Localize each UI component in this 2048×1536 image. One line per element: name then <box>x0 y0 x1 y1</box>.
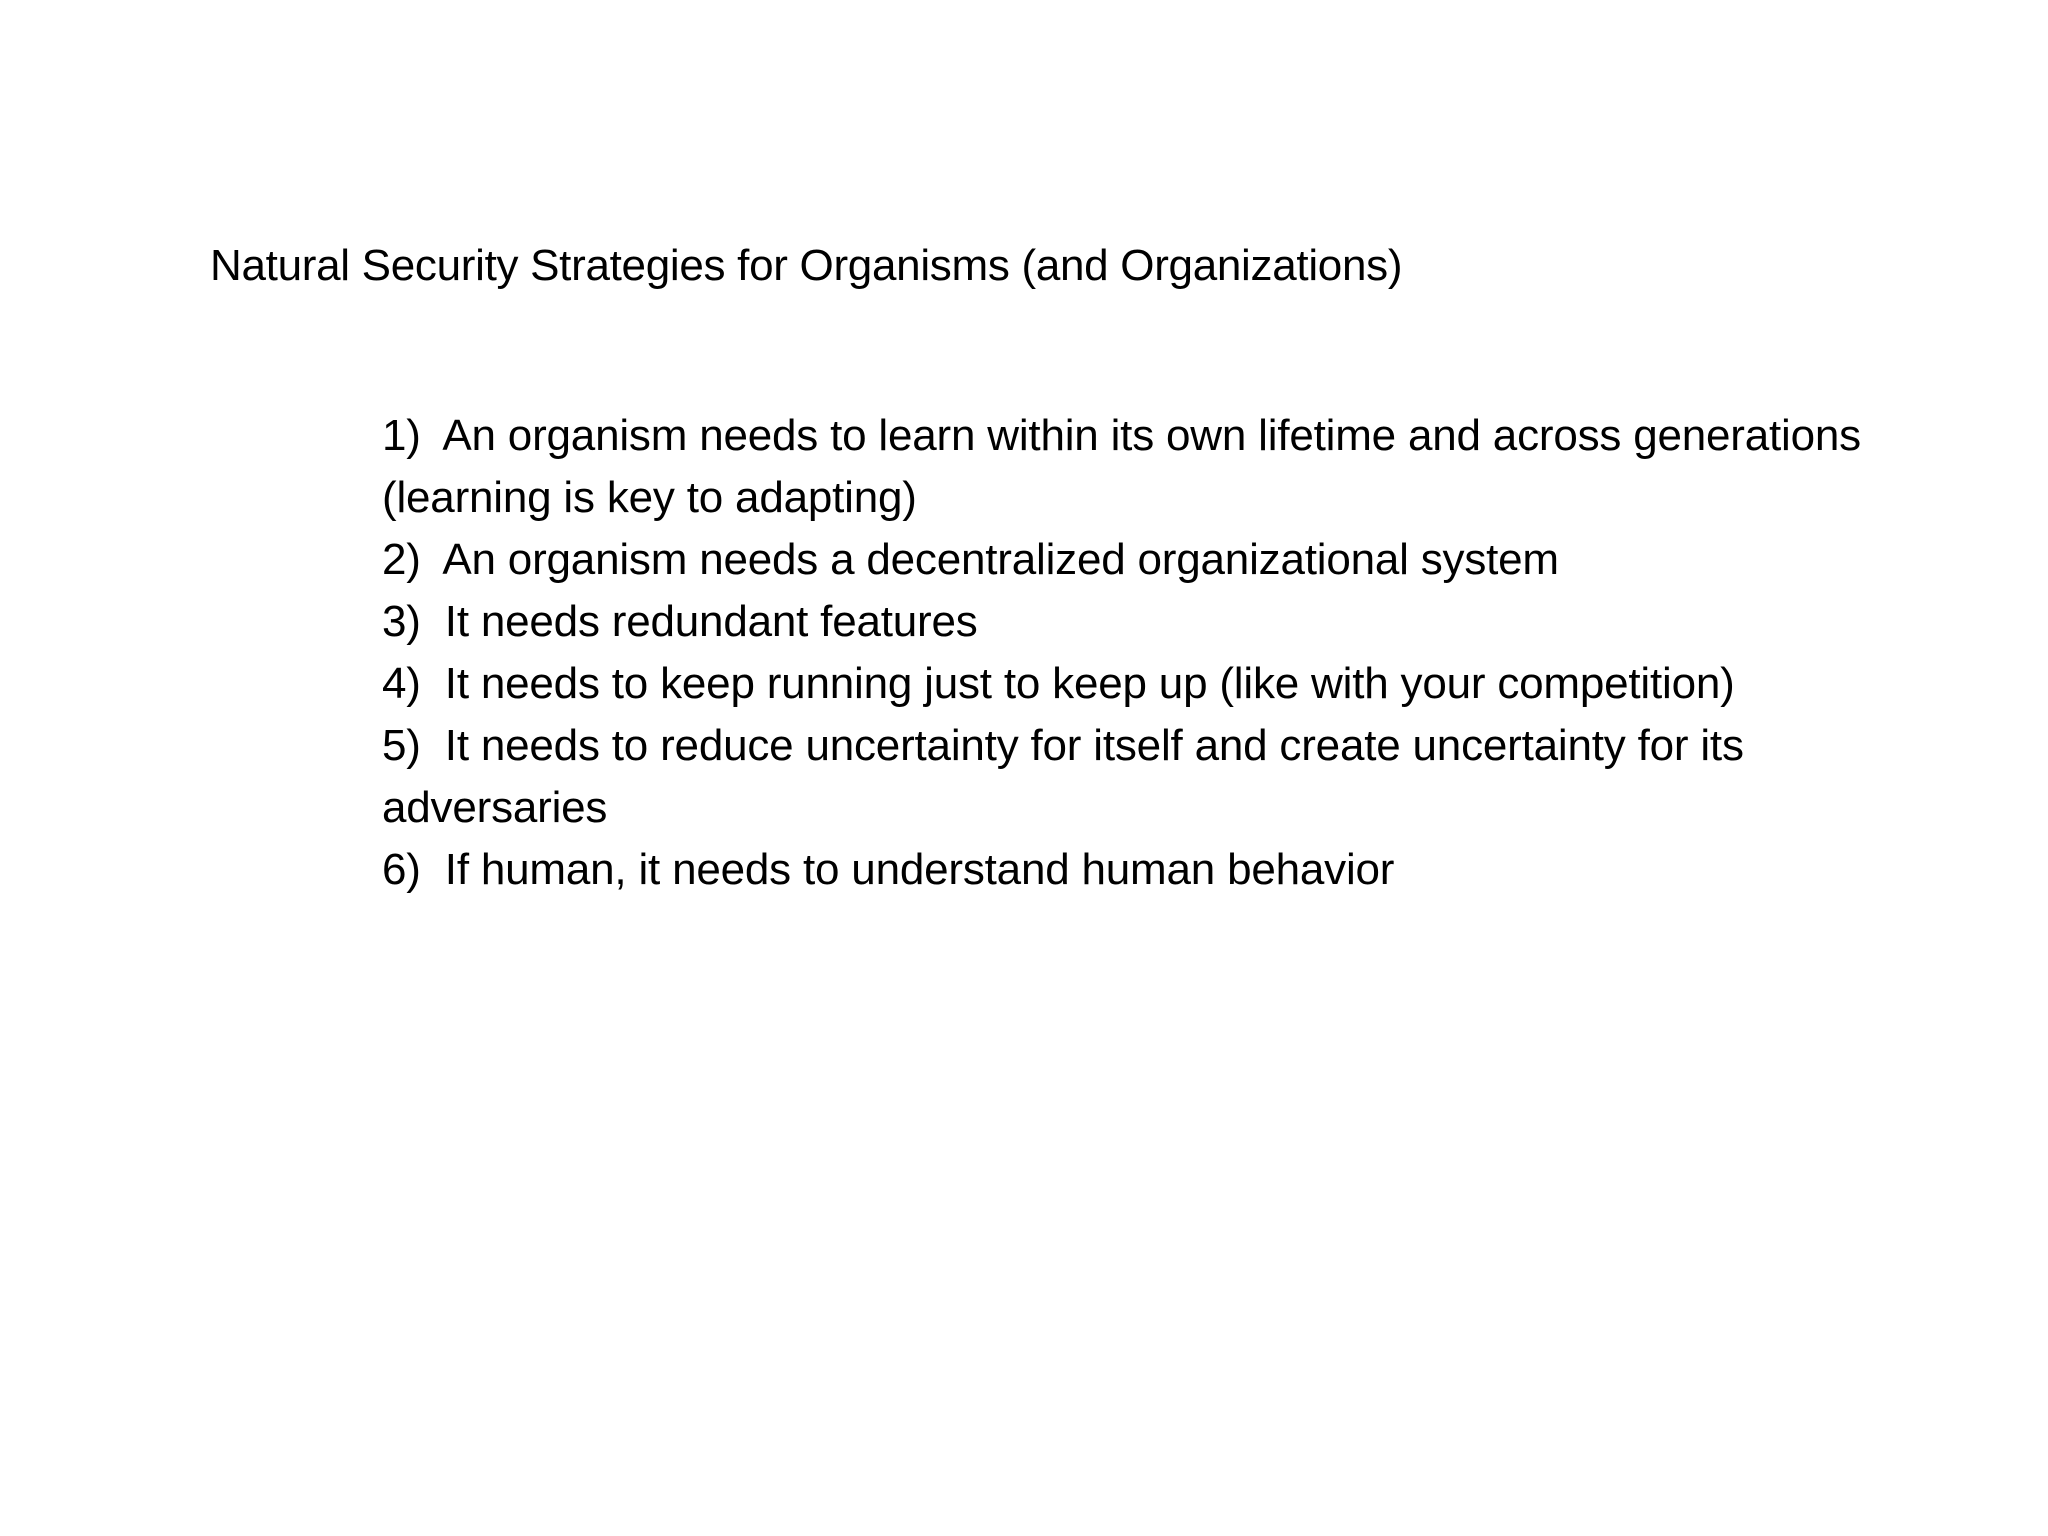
list-item <box>382 715 1902 839</box>
item-text: If human, it needs to understand human behavior <box>444 845 1395 894</box>
item-text: An organism needs a decentralized organizational system <box>442 535 1559 584</box>
list-item <box>382 653 1902 715</box>
slide-title: Natural Security Strategies for Organisms (and Organizations) <box>210 241 1403 290</box>
list-item <box>382 529 1902 591</box>
item-text: An organism needs to learn within its own lifetime and across generations (learning is key to adapting) <box>382 411 1861 522</box>
item-number: 6) <box>382 845 421 894</box>
list-item <box>382 839 1902 901</box>
item-number: 3) <box>382 597 421 646</box>
item-number: 4) <box>382 659 421 708</box>
item-text: It needs to keep running just to keep up (like with your competition) <box>444 659 1735 708</box>
item-text: It needs to reduce uncertainty for itself and create uncertainty for its adversaries <box>382 721 1744 832</box>
item-number: 5) <box>382 721 421 770</box>
strategy-list <box>382 405 1902 901</box>
item-text: It needs redundant features <box>444 597 978 646</box>
list-item <box>382 591 1902 653</box>
list-item <box>382 405 1902 529</box>
item-number: 1) <box>382 411 421 460</box>
item-number: 2) <box>382 535 421 584</box>
